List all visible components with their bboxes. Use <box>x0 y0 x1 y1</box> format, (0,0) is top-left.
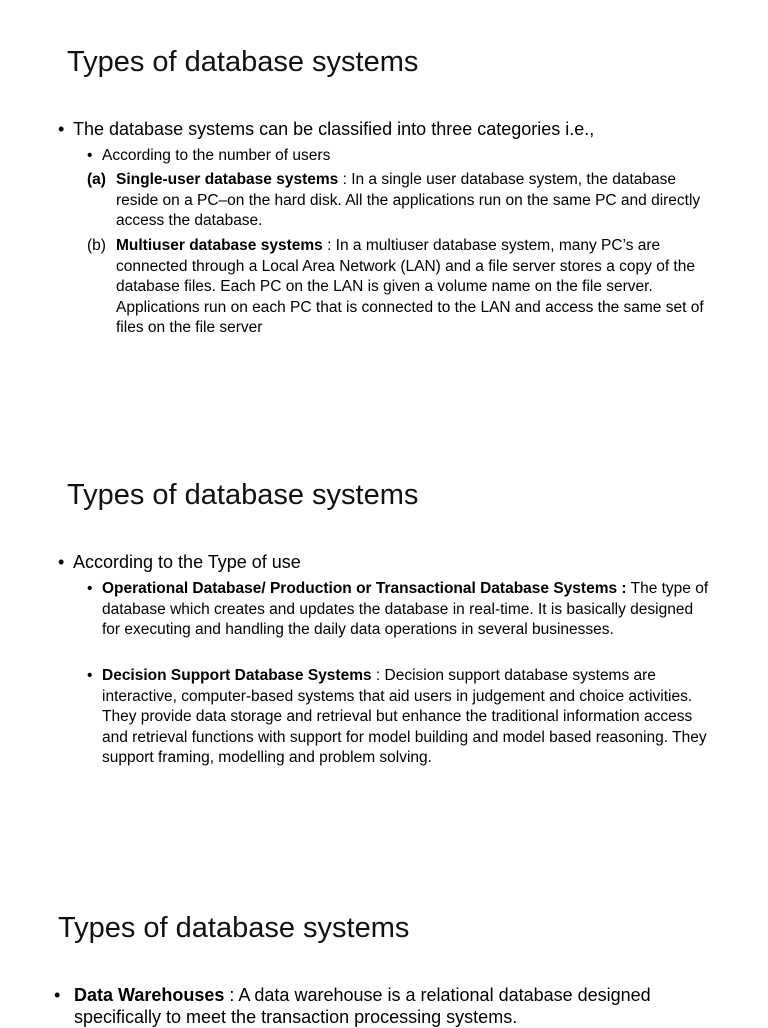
item-label: (a) <box>87 171 106 188</box>
bullet-icon: • <box>87 580 93 597</box>
bullet-icon: • <box>58 552 65 572</box>
item-term: Operational Database/ Production or Transactional Database Systems : <box>102 580 627 597</box>
bullet-icon: • <box>87 147 93 164</box>
item-text: : In a single user database system, the database reside on a PC–on the hard disk. All the applications run on the same PC and directly access the database. <box>116 171 701 229</box>
item-text: : A data warehouse is a relational database designed specifically to meet the transaction processing systems. <box>74 985 651 1027</box>
bullet-icon: • <box>58 119 65 139</box>
bullet-icon: • <box>54 985 61 1005</box>
sub-bullet-text: According to the number of users <box>102 147 331 164</box>
item-term: Single-user database systems <box>116 171 339 188</box>
item-term: Data Warehouses <box>74 985 225 1005</box>
bullet-text: The database systems can be classified into three categories i.e., <box>73 119 595 139</box>
slide-title: Types of database systems <box>58 912 410 944</box>
bullet-data-warehouses <box>54 984 668 1028</box>
item-text: : Decision support database systems are interactive, computer-based systems that aid users in judgement and choice activities. They provide data storage and retrieval but enhance the traditional information access and retrieval functions with support for model building and model based reasoning. They support framing, modelling and problem solving. <box>102 667 707 766</box>
item-text: The type of database which creates and updates the database in real-time. It is basically designed for executing and handling the daily data operations in several businesses. <box>102 580 709 638</box>
bullet-icon: • <box>87 667 93 684</box>
slide-title: Types of database systems <box>67 46 419 78</box>
item-term: Decision Support Database Systems <box>102 667 372 684</box>
slide-title: Types of database systems <box>67 479 419 511</box>
item-term: Multiuser database systems <box>116 237 323 254</box>
item-label: (b) <box>87 237 106 254</box>
item-text: : In a multiuser database system, many PC’s are connected through a Local Area Network (LAN) and a file server stores a copy of the database files. Each PC on the LAN is given a volume name on the file server. Applications run on each PC that is connected to the LAN and access the same set of files on the file server <box>116 237 704 336</box>
bullet-text: According to the Type of use <box>73 552 301 572</box>
